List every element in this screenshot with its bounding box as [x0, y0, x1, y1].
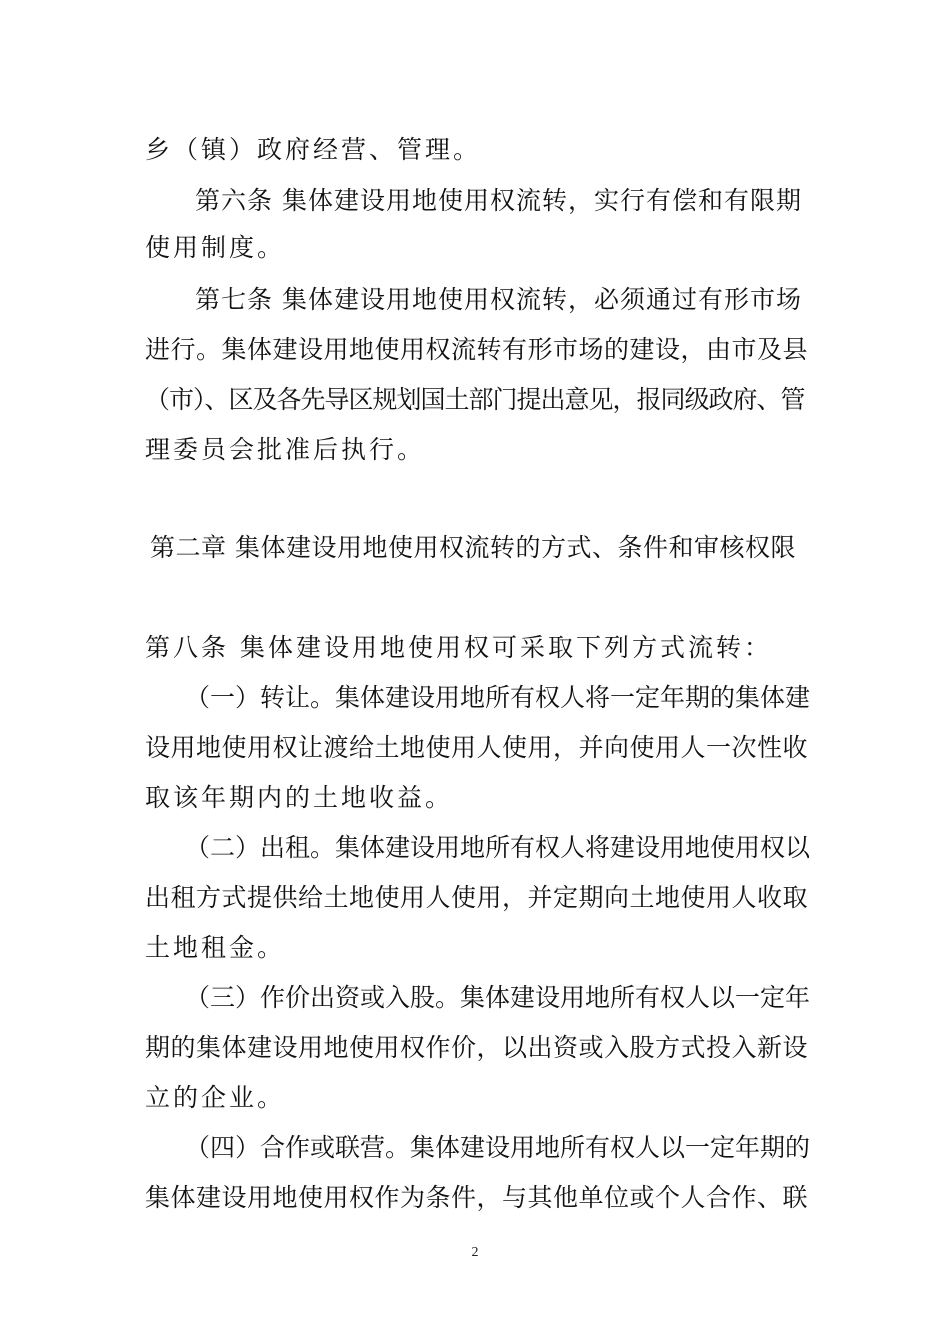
- paragraph-line: 第六条 集体建设用地使用权流转，实行有偿和有限期: [195, 186, 802, 215]
- paragraph-line: 集体建设用地使用权作为条件，与其他单位或个人合作、联: [145, 1183, 809, 1212]
- paragraph-line: 第七条 集体建设用地使用权流转，必须通过有形市场: [195, 285, 802, 314]
- paragraph-line: 期的集体建设用地使用权作价，以出资或入股方式投入新设: [145, 1033, 809, 1062]
- paragraph-line: 使用制度。: [145, 233, 286, 262]
- paragraph-line: 出租方式提供给土地使用人使用，并定期向土地使用人收取: [145, 883, 809, 912]
- paragraph-line: 土地租金。: [145, 933, 286, 962]
- chapter-heading: 第二章 集体建设用地使用权流转的方式、条件和审核权限: [150, 533, 796, 562]
- paragraph-line: （三）作价出资或入股。集体建设用地所有权人以一定年: [185, 983, 811, 1012]
- paragraph-line: （一）转让。集体建设用地所有权人将一定年期的集体建: [185, 683, 811, 712]
- paragraph-line: 设用地使用权让渡给土地使用人使用，并向使用人一次性收: [145, 733, 809, 762]
- page-number: 2: [471, 1245, 479, 1260]
- paragraph-line: （四）合作或联营。集体建设用地所有权人以一定年期的: [185, 1133, 811, 1162]
- paragraph-line: （二）出租。集体建设用地所有权人将建设用地使用权以: [185, 833, 811, 862]
- paragraph-line: 进行。集体建设用地使用权流转有形市场的建设，由市及县: [145, 335, 809, 364]
- paragraph-line: 第八条 集体建设用地使用权可采取下列方式流转：: [145, 633, 772, 662]
- paragraph-line: 立的企业。: [145, 1083, 286, 1112]
- paragraph-line: 取该年期内的土地收益。: [145, 783, 454, 812]
- paragraph-line: 理委员会批准后执行。: [145, 435, 426, 464]
- paragraph-line: （市）、区及各先导区规划国土部门提出意见，报同级政府、管: [145, 385, 805, 414]
- paragraph-line: 乡（镇）政府经营、管理。: [145, 135, 482, 164]
